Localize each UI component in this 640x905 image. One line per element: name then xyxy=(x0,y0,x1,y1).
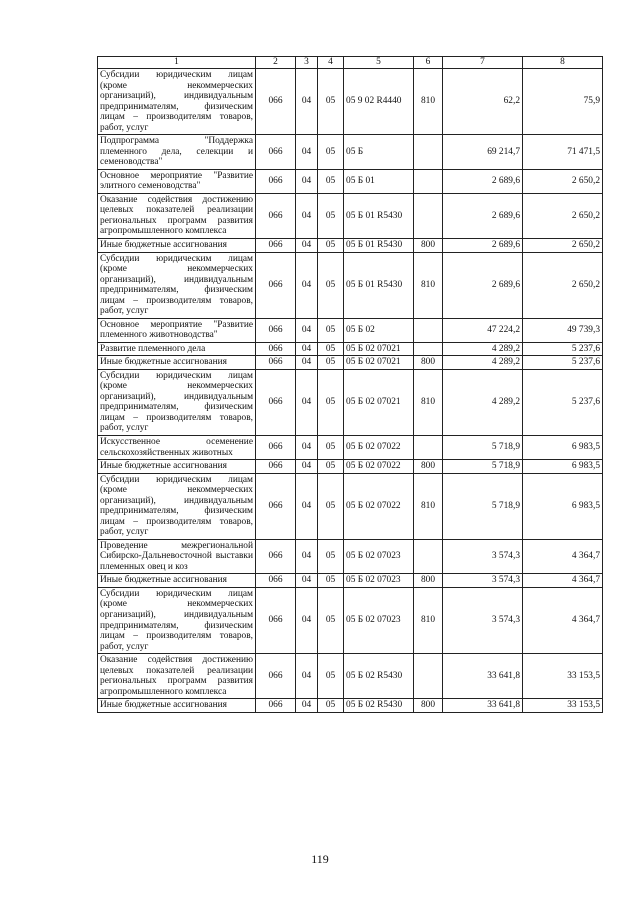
amount-year-2-cell: 2 650,2 xyxy=(523,238,603,252)
amount-year-2-cell: 49 739,3 xyxy=(523,318,603,342)
section-code-cell: 04 xyxy=(296,356,318,370)
section-code-cell: 04 xyxy=(296,252,318,318)
amount-year-2-cell: 2 650,2 xyxy=(523,193,603,238)
target-article-code-cell: 05 Б 02 07023 xyxy=(344,574,414,588)
item-name-cell: Субсидии юридическим лицам (кроме некоммерческих организаций), индивидуальным предпринимателям, физическим лицам – производителям товаров, работ, услуг xyxy=(98,69,256,135)
section-code-cell: 04 xyxy=(296,69,318,135)
amount-year-2-cell: 71 471,5 xyxy=(523,135,603,170)
amount-year-1-cell: 2 689,6 xyxy=(443,193,523,238)
item-name-cell: Субсидии юридическим лицам (кроме некоммерческих организаций), индивидуальным предпринимателям, физическим лицам – производителям товаров, работ, услуг xyxy=(98,473,256,539)
target-article-code-cell: 05 Б 01 R5430 xyxy=(344,252,414,318)
subsection-code-cell: 05 xyxy=(318,436,344,460)
amount-year-2-cell: 5 237,6 xyxy=(523,369,603,435)
amount-year-1-cell: 4 289,2 xyxy=(443,356,523,370)
target-article-code-cell: 05 Б 02 xyxy=(344,318,414,342)
amount-year-2-cell: 33 153,5 xyxy=(523,699,603,713)
subsection-code-cell: 05 xyxy=(318,654,344,699)
amount-year-2-cell: 2 650,2 xyxy=(523,252,603,318)
amount-year-1-cell: 2 689,6 xyxy=(443,238,523,252)
table-row xyxy=(98,539,603,574)
amount-year-2-cell: 5 237,6 xyxy=(523,356,603,370)
subsection-code-cell: 05 xyxy=(318,193,344,238)
item-name-cell: Оказание содействия достижению целевых показателей реализации региональных программ развития агропромышленного комплекса xyxy=(98,193,256,238)
target-article-code-cell: 05 Б 02 R5430 xyxy=(344,699,414,713)
amount-year-1-cell: 4 289,2 xyxy=(443,369,523,435)
budget-table xyxy=(97,56,603,713)
table-row xyxy=(98,699,603,713)
section-code-cell: 04 xyxy=(296,699,318,713)
ministry-code-cell: 066 xyxy=(256,238,296,252)
target-article-code-cell: 05 Б 02 07021 xyxy=(344,342,414,356)
amount-year-1-cell: 47 224,2 xyxy=(443,318,523,342)
target-article-code-cell: 05 Б 02 R5430 xyxy=(344,654,414,699)
item-name-cell: Основное мероприятие "Развитие элитного семеноводства" xyxy=(98,169,256,193)
expense-type-code-cell: 800 xyxy=(414,238,443,252)
table-row xyxy=(98,369,603,435)
section-code-cell: 04 xyxy=(296,135,318,170)
table-row xyxy=(98,473,603,539)
ministry-code-cell: 066 xyxy=(256,135,296,170)
expense-type-code-cell: 800 xyxy=(414,356,443,370)
ministry-code-cell: 066 xyxy=(256,369,296,435)
amount-year-2-cell: 6 983,5 xyxy=(523,436,603,460)
target-article-code-cell: 05 Б 02 07021 xyxy=(344,369,414,435)
amount-year-1-cell: 3 574,3 xyxy=(443,539,523,574)
amount-year-1-cell: 3 574,3 xyxy=(443,587,523,653)
subsection-code-cell: 05 xyxy=(318,587,344,653)
section-code-cell: 04 xyxy=(296,342,318,356)
subsection-code-cell: 05 xyxy=(318,135,344,170)
subsection-code-cell: 05 xyxy=(318,356,344,370)
ministry-code-cell: 066 xyxy=(256,539,296,574)
table-row xyxy=(98,574,603,588)
item-name-cell: Субсидии юридическим лицам (кроме некоммерческих организаций), индивидуальным предпринимателям, физическим лицам – производителям товаров, работ, услуг xyxy=(98,252,256,318)
ministry-code-cell: 066 xyxy=(256,460,296,474)
section-code-cell: 04 xyxy=(296,460,318,474)
expense-type-code-cell xyxy=(414,539,443,574)
item-name-cell: Иные бюджетные ассигнования xyxy=(98,356,256,370)
target-article-code-cell: 05 Б 02 07023 xyxy=(344,539,414,574)
amount-year-1-cell: 2 689,6 xyxy=(443,169,523,193)
ministry-code-cell: 066 xyxy=(256,193,296,238)
target-article-code-cell: 05 Б 01 xyxy=(344,169,414,193)
subsection-code-cell: 05 xyxy=(318,699,344,713)
ministry-code-cell: 066 xyxy=(256,342,296,356)
ministry-code-cell: 066 xyxy=(256,356,296,370)
ministry-code-cell: 066 xyxy=(256,699,296,713)
ministry-code-cell: 066 xyxy=(256,252,296,318)
target-article-code-cell: 05 Б 01 R5430 xyxy=(344,238,414,252)
item-name-cell: Иные бюджетные ассигнования xyxy=(98,574,256,588)
expense-type-code-cell: 800 xyxy=(414,699,443,713)
section-code-cell: 04 xyxy=(296,574,318,588)
column-header: 8 xyxy=(523,57,603,69)
amount-year-1-cell: 69 214,7 xyxy=(443,135,523,170)
target-article-code-cell: 05 9 02 R4440 xyxy=(344,69,414,135)
table-row xyxy=(98,193,603,238)
amount-year-1-cell: 5 718,9 xyxy=(443,436,523,460)
section-code-cell: 04 xyxy=(296,193,318,238)
target-article-code-cell: 05 Б 02 07023 xyxy=(344,587,414,653)
target-article-code-cell: 05 Б xyxy=(344,135,414,170)
section-code-cell: 04 xyxy=(296,318,318,342)
target-article-code-cell: 05 Б 02 07022 xyxy=(344,436,414,460)
ministry-code-cell: 066 xyxy=(256,587,296,653)
item-name-cell: Иные бюджетные ассигнования xyxy=(98,238,256,252)
amount-year-1-cell: 5 718,9 xyxy=(443,473,523,539)
amount-year-1-cell: 5 718,9 xyxy=(443,460,523,474)
expense-type-code-cell xyxy=(414,342,443,356)
table-row xyxy=(98,252,603,318)
amount-year-2-cell: 75,9 xyxy=(523,69,603,135)
subsection-code-cell: 05 xyxy=(318,252,344,318)
expense-type-code-cell: 810 xyxy=(414,252,443,318)
amount-year-1-cell: 4 289,2 xyxy=(443,342,523,356)
amount-year-1-cell: 33 641,8 xyxy=(443,654,523,699)
table-row xyxy=(98,356,603,370)
ministry-code-cell: 066 xyxy=(256,473,296,539)
item-name-cell: Субсидии юридическим лицам (кроме некоммерческих организаций), индивидуальным предпринимателям, физическим лицам – производителям товаров, работ, услуг xyxy=(98,369,256,435)
section-code-cell: 04 xyxy=(296,587,318,653)
table-row xyxy=(98,318,603,342)
subsection-code-cell: 05 xyxy=(318,574,344,588)
item-name-cell: Подпрограмма "Поддержка племенного дела, селекции и семеноводства" xyxy=(98,135,256,170)
section-code-cell: 04 xyxy=(296,539,318,574)
expense-type-code-cell: 810 xyxy=(414,369,443,435)
amount-year-2-cell: 6 983,5 xyxy=(523,460,603,474)
ministry-code-cell: 066 xyxy=(256,69,296,135)
ministry-code-cell: 066 xyxy=(256,169,296,193)
section-code-cell: 04 xyxy=(296,238,318,252)
subsection-code-cell: 05 xyxy=(318,238,344,252)
target-article-code-cell: 05 Б 02 07022 xyxy=(344,460,414,474)
section-code-cell: 04 xyxy=(296,436,318,460)
expense-type-code-cell xyxy=(414,318,443,342)
subsection-code-cell: 05 xyxy=(318,460,344,474)
expense-type-code-cell xyxy=(414,436,443,460)
target-article-code-cell: 05 Б 01 R5430 xyxy=(344,193,414,238)
page-number: 119 xyxy=(311,852,329,866)
column-header: 1 xyxy=(98,57,256,69)
expense-type-code-cell: 810 xyxy=(414,473,443,539)
expense-type-code-cell: 800 xyxy=(414,460,443,474)
table-row xyxy=(98,460,603,474)
expense-type-code-cell: 800 xyxy=(414,574,443,588)
subsection-code-cell: 05 xyxy=(318,369,344,435)
section-code-cell: 04 xyxy=(296,473,318,539)
subsection-code-cell: 05 xyxy=(318,318,344,342)
column-header: 2 xyxy=(256,57,296,69)
section-code-cell: 04 xyxy=(296,654,318,699)
expense-type-code-cell xyxy=(414,654,443,699)
amount-year-2-cell: 4 364,7 xyxy=(523,587,603,653)
amount-year-1-cell: 3 574,3 xyxy=(443,574,523,588)
table-row xyxy=(98,654,603,699)
amount-year-2-cell: 4 364,7 xyxy=(523,539,603,574)
table-row xyxy=(98,238,603,252)
column-header: 6 xyxy=(414,57,443,69)
section-code-cell: 04 xyxy=(296,369,318,435)
item-name-cell: Искусственное осеменение сельскохозяйственных животных xyxy=(98,436,256,460)
expense-type-code-cell: 810 xyxy=(414,587,443,653)
column-header: 7 xyxy=(443,57,523,69)
table-row xyxy=(98,587,603,653)
target-article-code-cell: 05 Б 02 07021 xyxy=(344,356,414,370)
amount-year-2-cell: 6 983,5 xyxy=(523,473,603,539)
subsection-code-cell: 05 xyxy=(318,539,344,574)
ministry-code-cell: 066 xyxy=(256,654,296,699)
item-name-cell: Иные бюджетные ассигнования xyxy=(98,699,256,713)
amount-year-1-cell: 33 641,8 xyxy=(443,699,523,713)
table-row xyxy=(98,342,603,356)
expense-type-code-cell xyxy=(414,193,443,238)
item-name-cell: Субсидии юридическим лицам (кроме некоммерческих организаций), индивидуальным предпринимателям, физическим лицам – производителям товаров, работ, услуг xyxy=(98,587,256,653)
table-row xyxy=(98,69,603,135)
subsection-code-cell: 05 xyxy=(318,342,344,356)
column-header: 4 xyxy=(318,57,344,69)
item-name-cell: Основное мероприятие "Развитие племенного животноводства" xyxy=(98,318,256,342)
ministry-code-cell: 066 xyxy=(256,318,296,342)
subsection-code-cell: 05 xyxy=(318,473,344,539)
section-code-cell: 04 xyxy=(296,169,318,193)
column-header: 3 xyxy=(296,57,318,69)
table-header-row xyxy=(98,57,603,69)
column-header: 5 xyxy=(344,57,414,69)
target-article-code-cell: 05 Б 02 07022 xyxy=(344,473,414,539)
table-row xyxy=(98,169,603,193)
amount-year-1-cell: 2 689,6 xyxy=(443,252,523,318)
amount-year-2-cell: 33 153,5 xyxy=(523,654,603,699)
ministry-code-cell: 066 xyxy=(256,574,296,588)
amount-year-2-cell: 5 237,6 xyxy=(523,342,603,356)
table-row xyxy=(98,436,603,460)
amount-year-2-cell: 2 650,2 xyxy=(523,169,603,193)
item-name-cell: Развитие племенного дела xyxy=(98,342,256,356)
item-name-cell: Проведение межрегиональной Сибирско-Дальневосточной выставки племенных овец и коз xyxy=(98,539,256,574)
expense-type-code-cell xyxy=(414,135,443,170)
amount-year-1-cell: 62,2 xyxy=(443,69,523,135)
table-row xyxy=(98,135,603,170)
subsection-code-cell: 05 xyxy=(318,69,344,135)
item-name-cell: Иные бюджетные ассигнования xyxy=(98,460,256,474)
subsection-code-cell: 05 xyxy=(318,169,344,193)
expense-type-code-cell: 810 xyxy=(414,69,443,135)
amount-year-2-cell: 4 364,7 xyxy=(523,574,603,588)
item-name-cell: Оказание содействия достижению целевых показателей реализации региональных программ развития агропромышленного комплекса xyxy=(98,654,256,699)
ministry-code-cell: 066 xyxy=(256,436,296,460)
expense-type-code-cell xyxy=(414,169,443,193)
